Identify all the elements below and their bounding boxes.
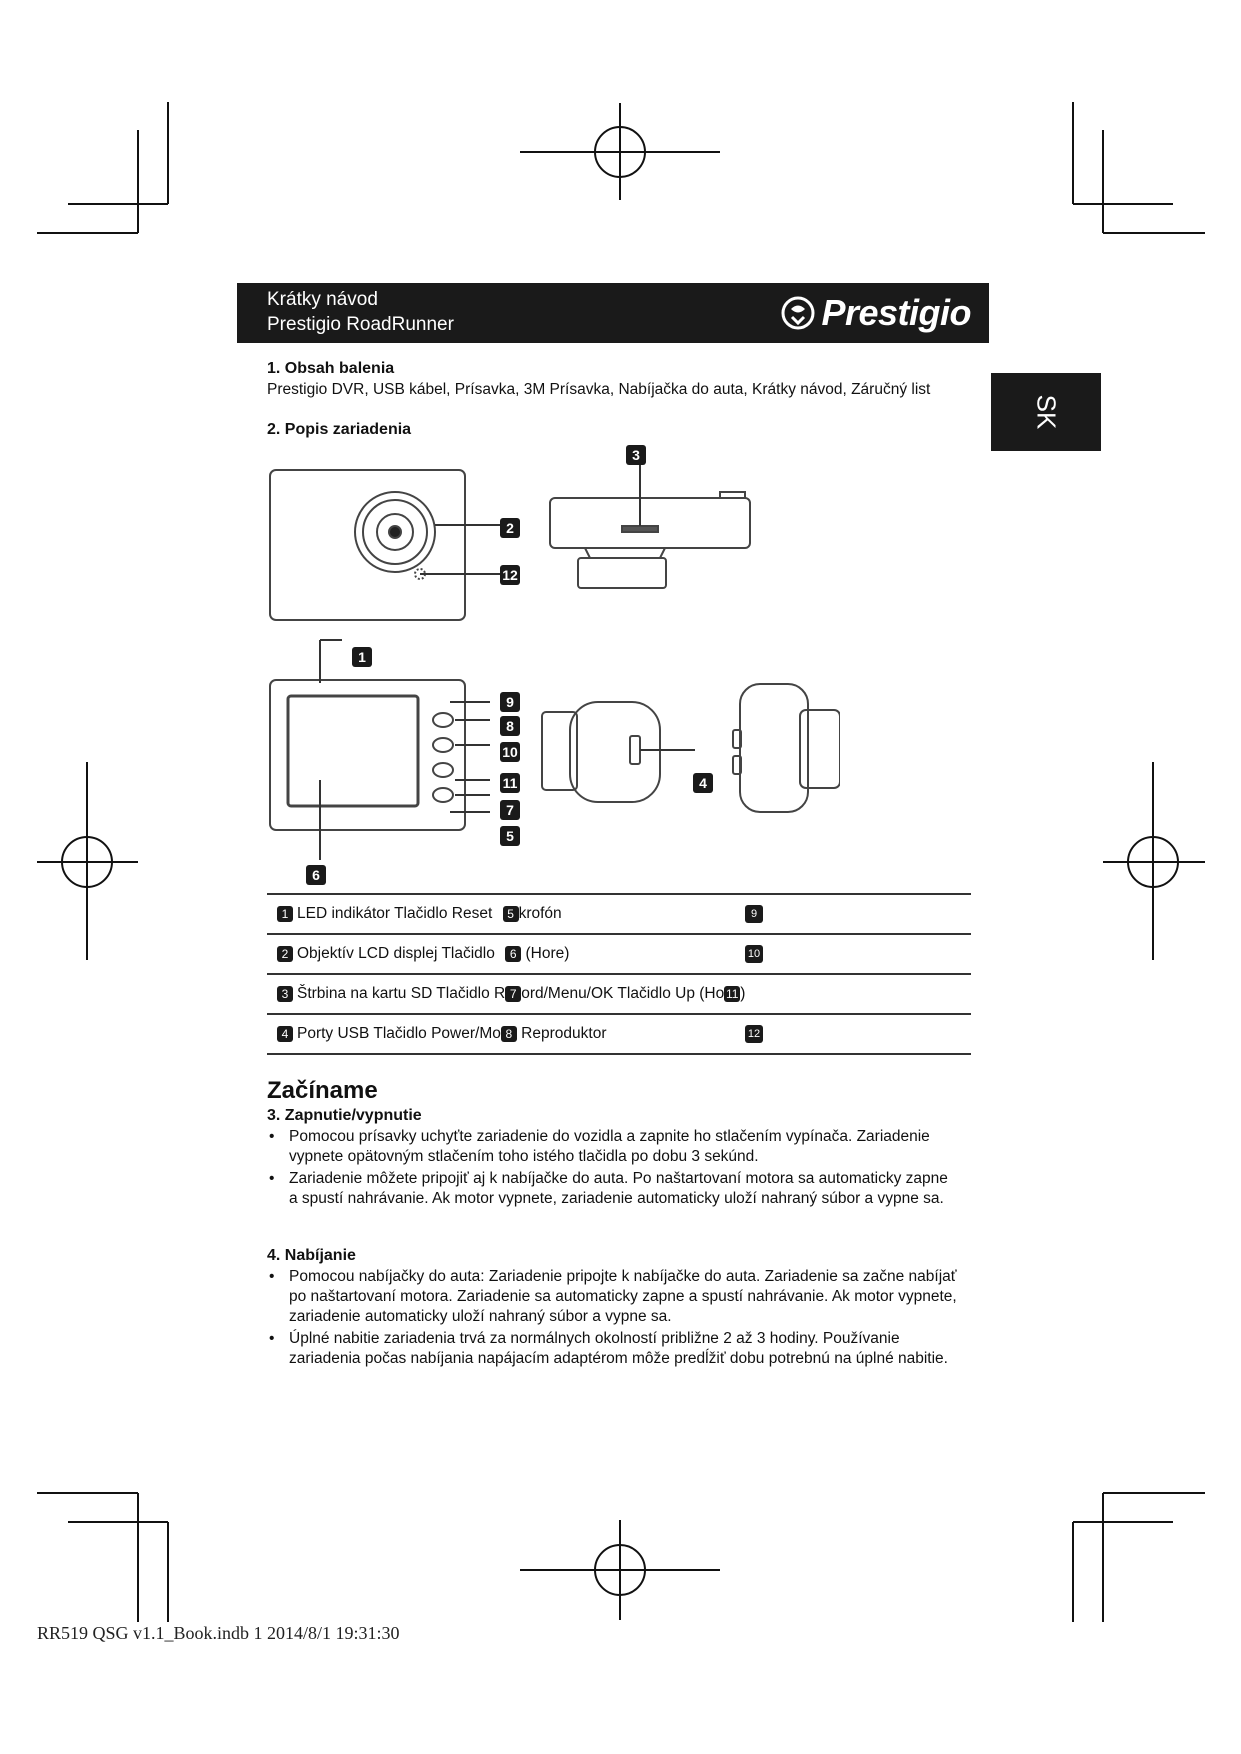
list-item: • Pomocou prísavky uchyťte zariadenie do vozidla a zapnite ho stlačením vypínača. Zariadenie vypnete opätovným stlačením toho istého tlačidla po dobu 3 sekúnd. (267, 1127, 957, 1167)
parts-num: 1 (277, 906, 293, 922)
section1-text: Prestigio DVR, USB kábel, Prísavka, 3M Prísavka, Nabíjačka do auta, Krátky návod, Záručný list (267, 381, 931, 398)
parts-table (267, 893, 971, 1055)
parts-overlap-num: 7 (505, 986, 521, 1002)
parts-overlap-num-2: 11 (726, 986, 739, 1001)
header-bar (237, 283, 989, 343)
parts-overlap-num: 5 (503, 906, 519, 922)
diagram-label-11: 11 (500, 773, 520, 793)
list-item: • Pomocou nabíjačky do auta: Zariadenie pripojte k nabíjačke do auta. Zariadenie sa začne nabíjať po naštartovaní motora. Zariadenie sa automaticky zapne a spustí nahrávanie. Ak motor vypnete, zariadenie automaticky uloží nahraný súbor a vypne sa. (267, 1267, 957, 1327)
parts-after: (Hore) (521, 945, 570, 962)
section2-heading: 2. Popis zariadenia (267, 421, 412, 438)
header-title (267, 287, 454, 337)
section4-list (267, 1267, 957, 1371)
parts-text: Štrbina na kartu SD Tlačidlo R (297, 985, 506, 1002)
parts-num: 2 (277, 946, 293, 962)
parts-row-4 (267, 1015, 971, 1055)
diagram-label-6: 6 (306, 865, 326, 885)
diagram-label-12: 12 (500, 565, 520, 585)
parts-text: Objektív LCD displej Tlačidlo (297, 945, 495, 962)
diagram-label-3: 3 (626, 445, 646, 465)
parts-after: krofón (518, 905, 562, 922)
diagram-label-7: 7 (500, 800, 520, 820)
list-item: • Úplné nabitie zariadenia trvá za normálnych okolností približne 2 až 3 hodiny. Používanie zariadenia počas nabíjania napájacím adaptérom môže predĺžiť dobu potrebnú na úplné nabitie. (267, 1329, 957, 1369)
parts-text: Porty USB Tlačidlo Power/Mo (297, 1025, 501, 1042)
print-slug: RR519 QSG v1.1_Book.indb 1 2014/8/1 19:31:30 (37, 1623, 400, 1643)
parts-row-2 (267, 935, 971, 975)
parts-num: 4 (277, 1026, 293, 1042)
diagram-label-4: 4 (693, 773, 713, 793)
section3-list (267, 1127, 957, 1211)
parts-row-3 (267, 975, 971, 1015)
parts-right-num: 12 (745, 1025, 763, 1043)
parts-text: LED indikátor Tlačidlo Reset (297, 905, 493, 922)
list-item: • Zariadenie môžete pripojiť aj k nabíjačke do auta. Po naštartovaní motora sa automaticky zapne a spustí nahrávanie. Ak motor vypnete, zariadenie automaticky uloží nahraný súbor a vypne sa. (267, 1169, 957, 1209)
diagram-label-9: 9 (500, 692, 520, 712)
section3-heading: 3. Zapnutie/vypnutie (267, 1107, 422, 1124)
parts-right-num: 9 (745, 905, 763, 923)
header-line1: Krátky návod (267, 289, 378, 310)
diagram-label-10: 10 (500, 742, 520, 762)
parts-overlap-num: 6 (505, 946, 521, 962)
device-diagram (260, 440, 840, 880)
section4-heading: 4. Nabíjanie (267, 1247, 356, 1264)
diagram-label-8: 8 (500, 716, 520, 736)
logo-wordmark: Prestigio (821, 292, 971, 333)
parts-after: Reproduktor (516, 1025, 607, 1042)
prestigio-logo (781, 293, 971, 333)
header-line2: Prestigio RoadRunner (267, 314, 454, 335)
parts-after: ord/Menu/OK Tlačidlo Up (Ho (521, 985, 725, 1002)
parts-row-1 (267, 893, 971, 935)
diagram-label-5: 5 (500, 826, 520, 846)
section1-heading: 1. Obsah balenia (267, 360, 395, 377)
prestigio-emblem-icon (781, 296, 815, 330)
diagram-label-1: 1 (352, 647, 372, 667)
parts-after-2: ) (740, 985, 746, 1002)
parts-overlap-num: 8 (501, 1026, 517, 1042)
diagram-label-2: 2 (500, 518, 520, 538)
parts-num: 3 (277, 986, 293, 1002)
language-tab (991, 373, 1101, 451)
language-code: SK (1031, 394, 1062, 430)
getting-started-title: Začíname (267, 1077, 378, 1104)
parts-right-num: 10 (745, 945, 763, 963)
